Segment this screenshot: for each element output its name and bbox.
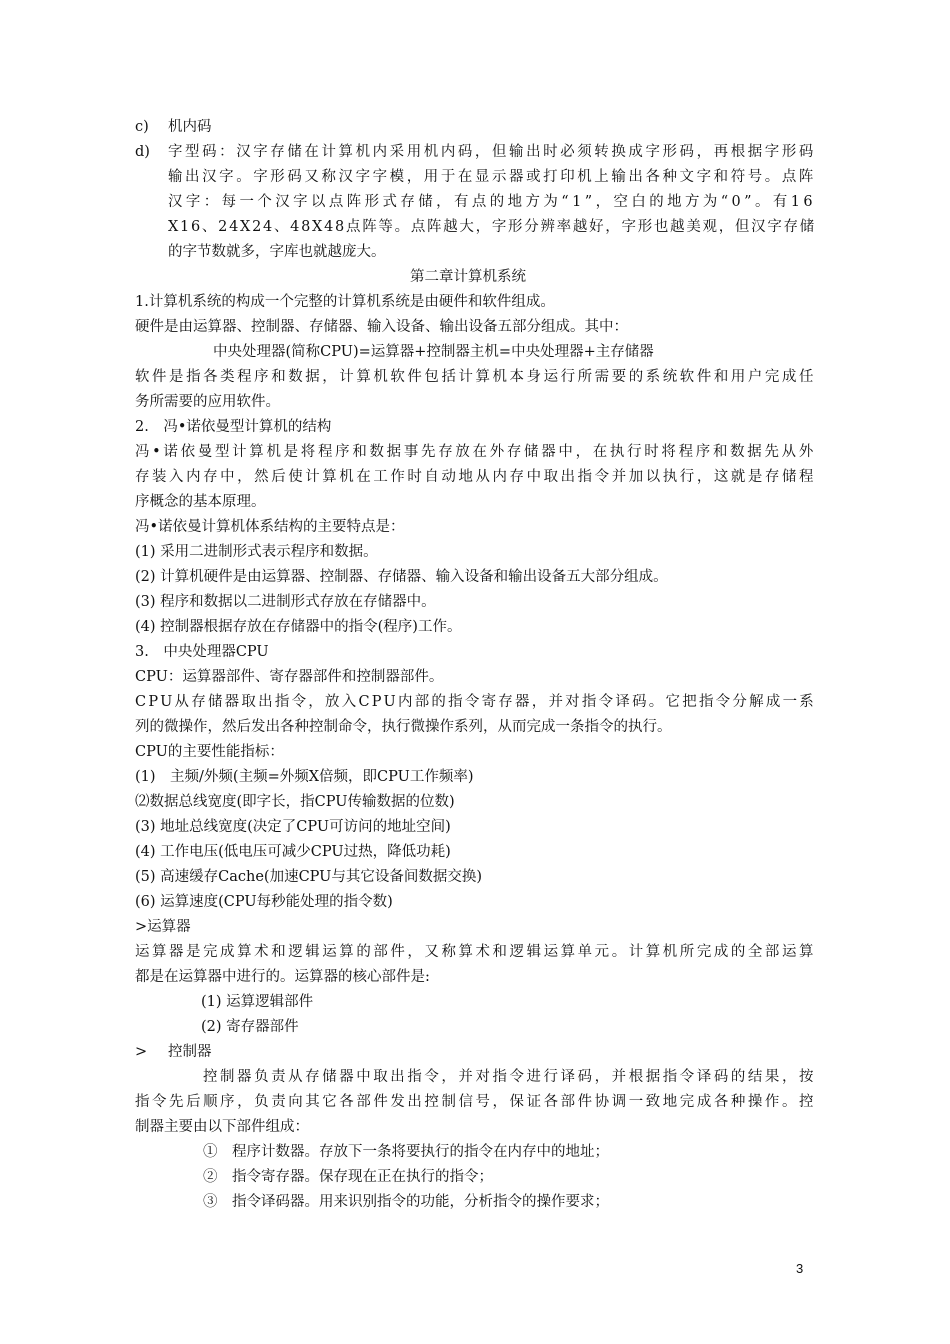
chapter-title: 第二章计算机系统 bbox=[410, 269, 526, 285]
alu-paragraph-line2: 都是在运算器中进行的。运算器的核心部件是: bbox=[135, 969, 430, 985]
feature-item-2: (2) 计算机硬件是由运算器、控制器、存储器、输入设备和输出设备五大部分组成。 bbox=[135, 569, 668, 585]
control-unit-paragraph-line2: 指令先后顺序，负责向其它各部件发出控制信号，保证各部件协调一致地完成各种操作。控 bbox=[135, 1094, 817, 1110]
hardware-paragraph: 硬件是由运算器、控制器、存储器、输入设备、输出设备五部分组成。其中： bbox=[135, 319, 628, 335]
section-1-heading: 1.计算机系统的构成一个完整的计算机系统是由硬件和软件组成。 bbox=[135, 294, 555, 310]
feature-item-3: (3) 程序和数据以二进制形式存放在存储器中。 bbox=[135, 594, 436, 610]
page-number: 3 bbox=[796, 1261, 804, 1276]
metric-item-1: (1) 主频/外频(主频=外频X倍频，即CPU工作频率) bbox=[135, 769, 474, 785]
list-item-d-line2: 输出汉字。字形码又称汉字字模，用于在显示器或打印机上输出各种文字和符号。点阵 bbox=[168, 169, 816, 185]
software-paragraph-line2: 务所需要的应用软件。 bbox=[135, 394, 280, 410]
metric-item-6: (6) 运算速度(CPU每秒能处理的指令数) bbox=[135, 894, 393, 910]
feature-item-4: (4) 控制器根据存放在存储器中的指令(程序)工作。 bbox=[135, 619, 462, 635]
metric-item-3: (3) 地址总线宽度(决定了CPU可访问的地址空间) bbox=[135, 819, 451, 835]
list-item-d-line4: X16、24X24、48X48点阵等。点阵越大，字形分辨率越好，字形也越美观，但汉字存储 bbox=[168, 219, 816, 235]
von-neumann-paragraph-line1: 冯•诺依曼型计算机是将程序和数据事先存放在外存储器中，在执行时将程序和数据先从外 bbox=[135, 444, 816, 460]
von-neumann-paragraph-line2: 存装入内存中，然后使计算机在工作时自动地从内存中取出指令并加以执行，这就是存储程 bbox=[135, 469, 817, 485]
alu-heading: >运算器 bbox=[135, 919, 191, 935]
control-unit-item-1: ① 程序计数器。存放下一条将要执行的指令在内存中的地址； bbox=[203, 1144, 609, 1160]
cpu-parts: CPU：运算器部件、寄存器部件和控制器部件。 bbox=[135, 669, 444, 685]
alu-item-1: (1) 运算逻辑部件 bbox=[201, 994, 314, 1010]
list-label-d: d) bbox=[135, 144, 150, 160]
metric-item-5: (5) 高速缓存Cache(加速CPU与其它设备间数据交换) bbox=[135, 869, 483, 885]
software-paragraph-line1: 软件是指各类程序和数据，计算机软件包括计算机本身运行所需要的系统软件和用户完成任 bbox=[135, 369, 817, 385]
alu-item-2: (2) 寄存器部件 bbox=[201, 1019, 299, 1035]
feature-item-1: (1) 采用二进制形式表示程序和数据。 bbox=[135, 544, 378, 560]
metric-item-4: (4) 工作电压(低电压可减少CPU过热，降低功耗) bbox=[135, 844, 451, 860]
cpu-paragraph-line2: 列的微操作，然后发出各种控制命令，执行微操作系列，从而完成一条指令的执行。 bbox=[135, 719, 672, 735]
cpu-formula: 中央处理器(简称CPU)=运算器+控制器主机=中央处理器+主存储器 bbox=[213, 344, 654, 360]
section-2-heading: 2. 冯•诺依曼型计算机的结构 bbox=[135, 419, 332, 435]
list-item-c: 机内码 bbox=[168, 119, 212, 135]
list-label-c: c) bbox=[135, 119, 149, 135]
metric-item-2: ⑵数据总线宽度(即字长，指CPU传输数据的位数) bbox=[135, 794, 455, 810]
features-intro: 冯•诺依曼计算机体系结构的主要特点是： bbox=[135, 519, 405, 535]
control-unit-marker: > bbox=[135, 1044, 148, 1060]
list-item-d-line1: 字型码：汉字存储在计算机内采用机内码，但输出时必须转换成字形码，再根据字形码 bbox=[168, 144, 816, 160]
control-unit-item-2: ② 指令寄存器。保存现在正在执行的指令； bbox=[203, 1169, 493, 1185]
control-unit-item-3: ③ 指令译码器。用来识别指令的功能，分析指令的操作要求； bbox=[203, 1194, 609, 1210]
control-unit-paragraph-line1: 控制器负责从存储器中取出指令，并对指令进行译码，并根据指令译码的结果，按 bbox=[203, 1069, 817, 1085]
von-neumann-paragraph-line3: 序概念的基本原理。 bbox=[135, 494, 266, 510]
section-3-heading: 3. 中央处理器CPU bbox=[135, 644, 269, 660]
control-unit-paragraph-line3: 制器主要由以下部件组成： bbox=[135, 1119, 309, 1135]
control-unit-heading: 控制器 bbox=[168, 1044, 212, 1060]
list-item-d-line5: 的字节数就多，字库也就越庞大。 bbox=[168, 244, 386, 260]
cpu-paragraph-line1: CPU从存储器取出指令，放入CPU内部的指令寄存器，并对指令译码。它把指令分解成一系 bbox=[135, 694, 817, 710]
alu-paragraph-line1: 运算器是完成算术和逻辑运算的部件，又称算术和逻辑运算单元。计算机所完成的全部运算 bbox=[135, 944, 817, 960]
performance-heading: CPU的主要性能指标： bbox=[135, 744, 284, 760]
list-item-d-line3: 汉字：每一个汉字以点阵形式存储，有点的地方为“1”，空白的地方为“0”。有16 bbox=[168, 194, 817, 210]
